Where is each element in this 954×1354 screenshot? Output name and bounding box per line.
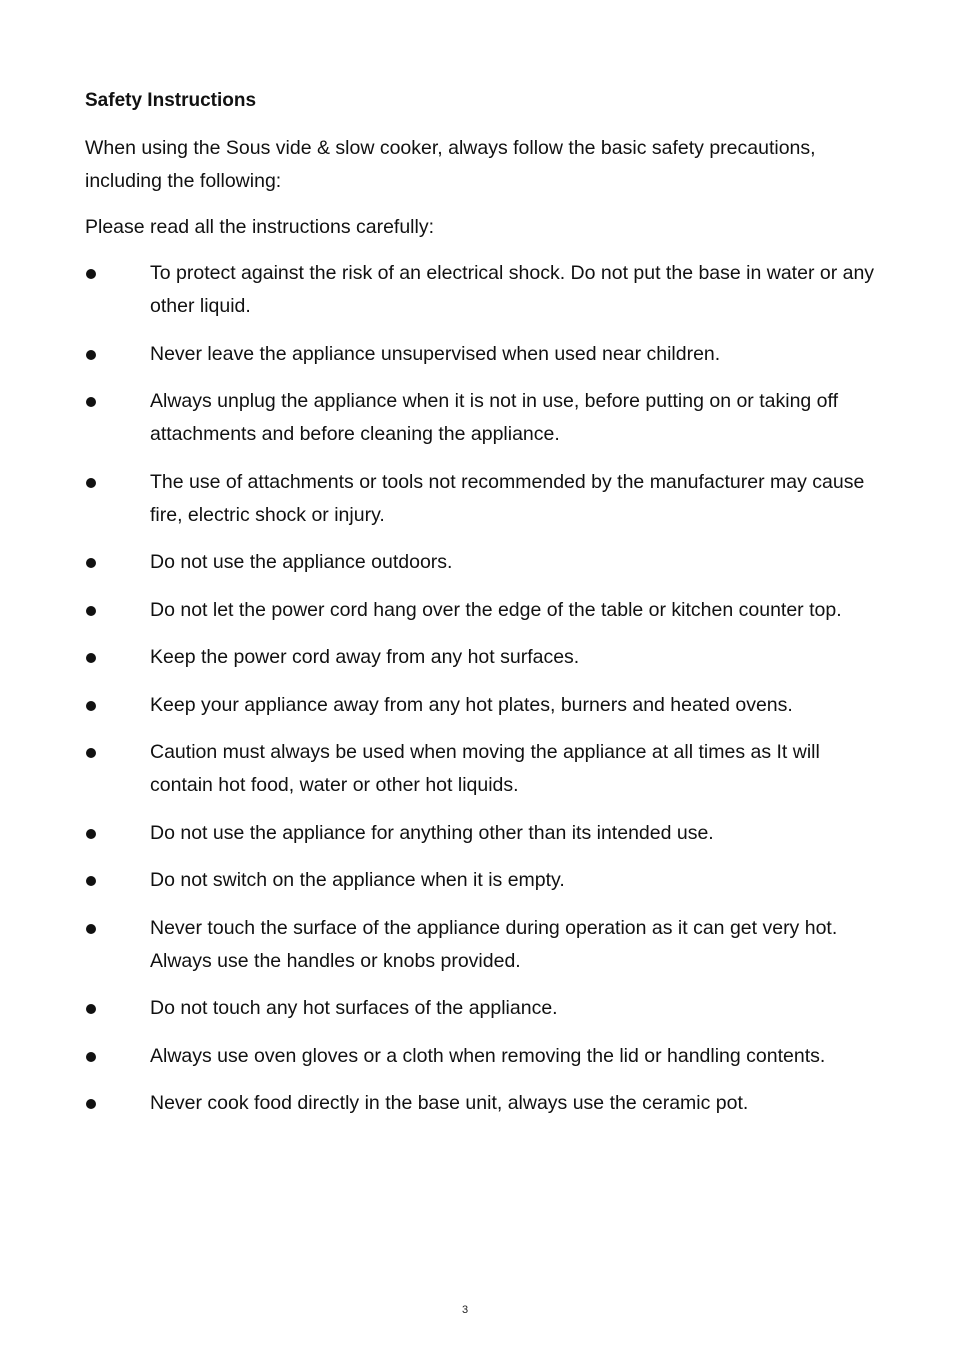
bullet-icon [86, 701, 96, 711]
list-item [85, 689, 875, 722]
bullet-icon [86, 653, 96, 663]
list-item-text: Do not touch any hot surfaces of the appliance. [150, 997, 558, 1019]
bullet-icon [86, 829, 96, 839]
bullet-icon [86, 558, 96, 568]
bullet-icon [86, 606, 96, 616]
bullet-icon [86, 1004, 96, 1014]
list-item-text: Do not use the appliance outdoors. [150, 551, 453, 573]
bullet-icon [86, 1099, 96, 1109]
list-item-text: Never leave the appliance unsupervised when used near children. [150, 342, 721, 365]
list-item [85, 912, 875, 978]
list-item-text: Keep your appliance away from any hot plates, burners and heated ovens. [150, 693, 793, 716]
bullet-icon [86, 269, 96, 279]
page-number: 3 [461, 1304, 469, 1316]
list-item [85, 338, 875, 371]
list-item [85, 466, 875, 532]
list-item [85, 385, 875, 451]
list-item-text: Caution must always be used when moving the appliance at all times as It will contain hot food, water or other hot liquids. [150, 741, 820, 796]
list-item [85, 817, 875, 850]
list-item-text: Do not switch on the appliance when it is empty. [150, 869, 565, 891]
list-item-text: Never cook food directly in the base unit, always use the ceramic pot. [150, 1092, 749, 1114]
section-heading: Safety Instructions [85, 90, 257, 111]
bullet-icon [86, 924, 96, 934]
read-instructions-note: Please read all the instructions carefully: [85, 216, 435, 238]
list-item-text: Keep the power cord away from any hot surfaces. [150, 646, 580, 668]
list-item-text: Do not let the power cord hang over the edge of the table or kitchen counter top. [150, 598, 842, 621]
list-item [85, 546, 875, 579]
list-item-text: Do not use the appliance for anything other than its intended use. [150, 821, 714, 844]
bullet-icon [86, 478, 96, 488]
bullet-icon [86, 350, 96, 360]
bullet-icon [86, 1052, 96, 1062]
list-item [85, 864, 875, 897]
list-item [85, 736, 875, 802]
list-item [85, 641, 875, 674]
list-item [85, 992, 875, 1025]
list-item [85, 1087, 875, 1120]
list-item-text: To protect against the risk of an electrical shock. Do not put the base in water or any other liquid. [150, 262, 875, 317]
list-item [85, 257, 875, 323]
intro-paragraph: When using the Sous vide & slow cooker, always follow the basic safety precautions, including the following: [85, 137, 816, 192]
list-item-text: The use of attachments or tools not recommended by the manufacturer may cause fire, electric shock or injury. [150, 470, 865, 526]
document-page [85, 86, 875, 1135]
list-item [85, 1040, 875, 1073]
bullet-icon [86, 748, 96, 758]
bullet-icon [86, 876, 96, 886]
safety-list [85, 257, 875, 1120]
bullet-icon [86, 397, 96, 407]
list-item [85, 594, 875, 627]
list-item-text: Never touch the surface of the appliance during operation as it can get very hot. Always use the handles or knobs provided. [150, 916, 838, 972]
list-item-text: Always use oven gloves or a cloth when removing the lid or handling contents. [150, 1044, 826, 1067]
list-item-text: Always unplug the appliance when it is not in use, before putting on or taking off attachments and before cleaning the appliance. [150, 390, 839, 445]
